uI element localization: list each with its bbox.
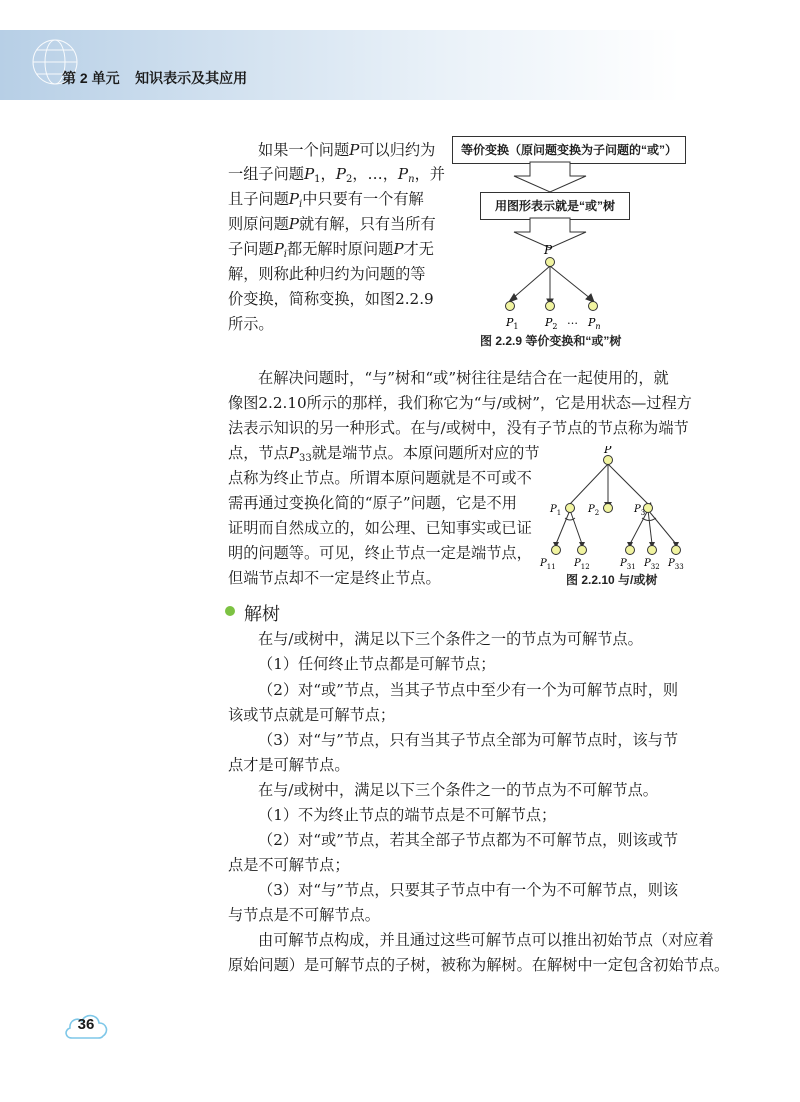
para2-line1: 在解决问题时，“与”树和“或”树往往是结合在一起使用的，就 (258, 369, 669, 387)
fig2210-label-p3: $P_3$ (634, 504, 646, 517)
fig229-node-n (589, 302, 598, 311)
fig2210-caption: 图 2.2.10 与/或树 (566, 573, 658, 587)
fig2210-label-p32: $P_{32}$ (644, 558, 660, 571)
para2-line6: 需再通过变换化简的“原子”问题，它是不用 (228, 494, 517, 512)
para1-line7: 价变换，简称变换，如图2.2.9 (228, 290, 434, 308)
para1-line2: 一组子问题$P_1$，$P_2$，…，$P_n$，并 (228, 165, 445, 185)
fig2210-node-p12 (578, 546, 587, 555)
para2-line9: 但端节点却不一定是终止节点。 (228, 569, 441, 587)
fig2210-label-p2: $P_2$ (588, 504, 600, 517)
fig229-node-2 (546, 302, 555, 311)
fig229-box-or-tree: 用图形表示就是“或”树 (480, 192, 630, 220)
body-line9: 由可解节点构成，并且通过这些可解节点可以推出初始节点（对应着 (258, 931, 714, 949)
fig229-diagram (440, 160, 700, 340)
fig2210-node-p31 (626, 546, 635, 555)
body-line7: （2）对“或”节点，若其全部子节点都为不可解节点，则该或节 (258, 831, 679, 849)
fig2210-edge-p1-p12 (570, 510, 582, 544)
body-line6: （1）不为终止节点的端节点是不可解节点； (258, 806, 557, 824)
header-band (0, 30, 800, 100)
fig229-dots: … (567, 314, 578, 327)
fig229-node-root (546, 258, 555, 267)
fig229-label-1: $P_1$ (506, 316, 519, 331)
body-line2: （1）任何终止节点都是可解节点； (258, 655, 496, 673)
fig2210-label-root: P (604, 446, 612, 456)
para1-line4: 则原问题P就有解，只有当所有 (228, 215, 436, 233)
para1-line6: 解，则称此种归约为问题的等 (228, 265, 426, 283)
body-line5: 在与/或树中，满足以下三个条件之一的节点为不可解节点。 (258, 781, 658, 799)
fig229-label-n: $P_n$ (588, 316, 601, 331)
para2-line2: 像图2.2.10所示的那样，我们称它为“与/或树”，它是用状态—过程方 (228, 394, 692, 412)
body-line7b: 点是不可解节点； (228, 856, 350, 874)
para2-line5: 点称为终止节点。所谓本原问题就是不可或不 (228, 469, 532, 487)
fig2210-edge-p3-p33 (648, 510, 676, 544)
fig229-arrow-1 (514, 162, 586, 192)
body-line1: 在与/或树中，满足以下三个条件之一的节点为可解节点。 (258, 630, 643, 648)
para2-line3: 法表示知识的另一种形式。在与/或树中，没有子节点的节点称为端节 (228, 419, 689, 437)
para1-line3: 且子问题$P_i$中只要有一个有解 (228, 190, 424, 210)
fig229-node-1 (506, 302, 515, 311)
fig2210-node-p2 (604, 504, 613, 513)
fig2210-node-p11 (552, 546, 561, 555)
fig229-edge-n (550, 266, 591, 299)
fig2210-label-p12: $P_{12}$ (574, 558, 590, 571)
unit-title: 第 2 单元 知识表示及其应用 (62, 70, 248, 86)
para1-line8: 所示。 (228, 315, 274, 333)
fig2210-label-p1: $P_1$ (550, 504, 562, 517)
page-number: 36 (77, 1016, 95, 1033)
fig229-edge-1 (512, 266, 550, 299)
body-line8: （3）对“与”节点，只要其子节点中有一个为不可解节点，则该 (258, 881, 679, 899)
fig2210-node-p1 (566, 504, 575, 513)
fig2210-node-p32 (648, 546, 657, 555)
body-line3: （2）对“或”节点，当其子节点中至少有一个为可解节点时，则 (258, 681, 679, 699)
fig2210-node-root (604, 456, 613, 465)
fig2210-label-p31: $P_{31}$ (620, 558, 636, 571)
body-line4: （3）对“与”节点，只有当其子节点全部为可解节点时，该与节 (258, 731, 679, 749)
para2-line4: 点，节点$P_{33}$就是端节点。本原问题所对应的节 (228, 444, 540, 464)
para2-line7: 证明而自然成立的，如公理、已知事实或已证 (228, 519, 532, 537)
fig2210-edge-root-p1 (570, 464, 608, 504)
para1-line1: 如果一个问题P可以归约为 (258, 141, 436, 159)
fig2210-label-p33: $P_{33}$ (668, 558, 684, 571)
body-line8b: 与节点是不可解节点。 (228, 906, 380, 924)
section-title: 解树 (244, 604, 280, 624)
fig229-caption: 图 2.2.9 等价变换和“或”树 (480, 334, 622, 348)
body-line3b: 该或节点就是可解节点； (228, 706, 396, 724)
fig2210-edge-p3-p32 (648, 510, 652, 544)
fig2210-edge-root-p3 (608, 464, 648, 504)
para2-line8: 明的问题等。可见，终止节点一定是端节点， (228, 544, 532, 562)
body-line9b: 原始问题）是可解节点的子树，被称为解树。在解树中一定包含初始节点。 (228, 956, 730, 974)
fig229-box-transform: 等价变换（原问题变换为子问题的“或”） (452, 136, 686, 164)
fig2210-edge-p3-p31 (630, 510, 648, 544)
fig2210-node-p33 (672, 546, 681, 555)
section-bullet-icon (225, 606, 235, 616)
fig2210-diagram (536, 446, 696, 572)
body-line4b: 点才是可解节点。 (228, 756, 350, 774)
para1-line5: 子问题$P_i$都无解时原问题P才无 (228, 240, 434, 260)
fig229-label-root: P (544, 243, 553, 257)
fig2210-label-p11: $P_{11}$ (540, 558, 556, 571)
fig229-label-2: $P_2$ (545, 316, 558, 331)
